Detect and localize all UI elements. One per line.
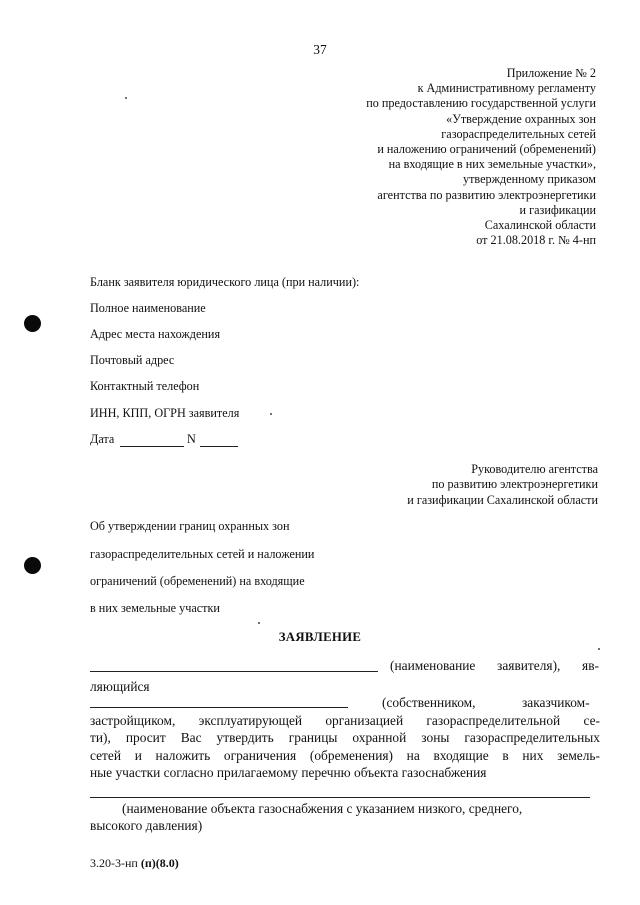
recipient-line: Руководителю агентства (471, 462, 598, 476)
field-postal-address: Почтовый адрес (90, 353, 175, 367)
subject-line: Об утверждении границ охранных зон (90, 519, 290, 533)
field-full-name: Полное наименование (90, 301, 206, 315)
field-address: Адрес места нахождения (90, 327, 221, 341)
field-phone: Контактный телефон (90, 379, 200, 393)
owner-word: (собственником, (382, 695, 476, 710)
punch-hole-bottom (24, 557, 41, 574)
applicant-name-blank[interactable] (90, 671, 378, 672)
document-code (90, 856, 179, 871)
footer-code: 3.20-3-нп (90, 856, 138, 870)
appendix-line: Сахалинской области (484, 218, 596, 233)
object-name-blank[interactable] (90, 797, 590, 798)
scan-speck (270, 413, 272, 415)
body-line: ти), просит Вас утвердить границы охранной зоны газораспределительных (90, 730, 600, 745)
applicant-continuation: ляющийся (90, 679, 150, 694)
punch-hole-top (24, 315, 41, 332)
number-label: N (187, 432, 196, 446)
recipient-block (407, 462, 598, 508)
appendix-line: утвержденному приказом (463, 172, 596, 187)
appendix-line: от 21.08.2018 г. № 4-нп (476, 233, 596, 248)
appendix-line: по предоставлению государственной услуги (366, 96, 596, 111)
document-title: ЗАЯВЛЕНИЕ (278, 630, 362, 644)
appendix-block (366, 66, 596, 248)
body-line: сетей и наложить ограничения (обременения) на входящие в них земель- (90, 748, 600, 763)
appendix-line: к Административному регламенту (417, 81, 596, 96)
appendix-line: газораспределительных сетей (441, 126, 596, 141)
scan-speck (598, 648, 600, 650)
body-line: застройщиком, эксплуатирующей организацией газораспределительной се- (90, 713, 600, 728)
date-label: Дата (90, 432, 115, 446)
object-name-hint: (наименование объекта газоснабжения с указанием низкого, среднего, (122, 801, 523, 816)
subject-line: в них земельные участки (90, 601, 220, 615)
applicant-name-hint: (наименование заявителя), яв- (390, 658, 599, 673)
field-inn: ИНН, КПП, ОГРН заявителя (90, 406, 240, 420)
recipient-line: и газификации Сахалинской области (407, 492, 598, 507)
blank-header: Бланк заявителя юридического лица (при наличии): (90, 275, 360, 289)
body-line: ные участки согласно прилагаемому перечню объекта газоснабжения (90, 765, 487, 780)
appendix-line: и наложению ограничений (обременений) (377, 142, 596, 157)
appendix-line: агентства по развитию электроэнергетики (377, 187, 596, 202)
date-blank[interactable] (120, 446, 184, 447)
customer-word: заказчиком- (522, 695, 590, 710)
appendix-line: Приложение № 2 (506, 66, 596, 80)
scan-speck (125, 97, 127, 99)
appendix-line: на входящие в них земельные участки», (388, 157, 596, 172)
object-name-hint-cont: высокого давления) (90, 818, 203, 833)
appendix-line: и газификации (519, 202, 596, 217)
scan-speck (258, 622, 260, 624)
page-number: 37 (313, 42, 327, 57)
number-blank[interactable] (200, 446, 238, 447)
appendix-line: «Утверждение охранных зон (446, 111, 596, 126)
subject-line: ограничений (обременений) на входящие (90, 574, 305, 588)
subject-line: газораспределительных сетей и наложении (90, 547, 315, 561)
footer-suffix: (п)(8.0) (140, 856, 179, 870)
owner-blank[interactable] (90, 707, 348, 708)
recipient-line: по развитию электроэнергетики (431, 477, 598, 492)
